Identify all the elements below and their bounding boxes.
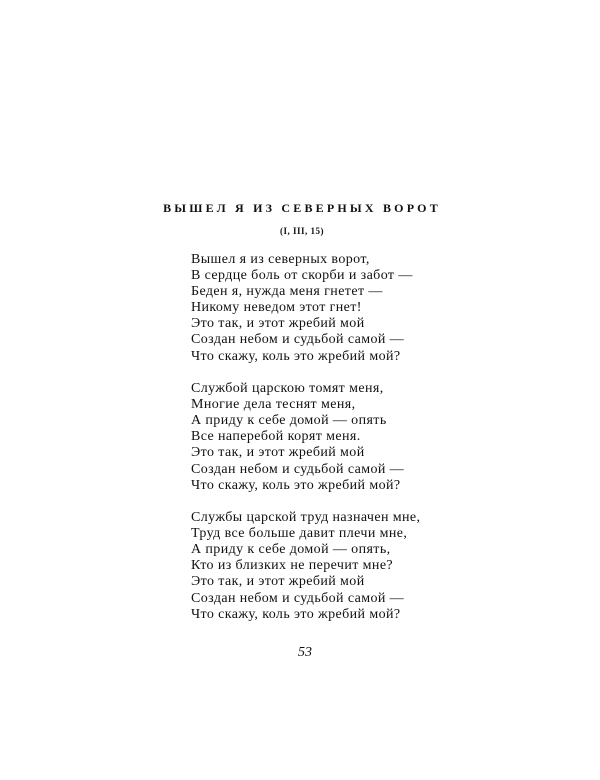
poem-line: Это так, и этот жребий мой — [191, 574, 365, 590]
poem-line: Это так, и этот жребий мой — [191, 316, 365, 332]
poem-line: Создан небом и судьбой самой — — [191, 461, 405, 477]
poem-line: Что скажу, коль это жребий мой? — [191, 477, 401, 493]
poem-line: Что скажу, коль это жребий мой? — [191, 606, 401, 622]
page-number: 53 — [298, 645, 312, 660]
poem-line: Все наперебой корят меня. — [191, 429, 361, 445]
poem-body — [191, 252, 420, 639]
poem-line: А приду к себе домой — опять — [191, 413, 387, 429]
poem-date: (I, III, 15) — [279, 226, 324, 236]
poem-line: Многие дела теснят меня, — [191, 397, 356, 413]
poem-line: Беден я, нужда меня гнетет — — [191, 284, 383, 300]
poem-line: Никому неведом этот гнет! — [191, 300, 362, 316]
poem-line: Кто из близких не перечит мне? — [191, 558, 394, 574]
poem-line: Создан небом и судьбой самой — — [191, 590, 405, 606]
poem-line: Это так, и этот жребий мой — [191, 445, 365, 461]
poem-line: В сердце боль от скорби и забот — — [191, 268, 413, 284]
stanza-3 — [191, 510, 420, 623]
poem-line: Службой царскою томят меня, — [191, 381, 384, 397]
poem-line: Труд все больше давит плечи мне, — [191, 526, 408, 542]
stanza-2 — [191, 381, 420, 494]
stanza-1 — [191, 252, 420, 365]
poem-title: ВЫШЕЛ Я ИЗ СЕВЕРНЫХ ВОРОТ — [163, 201, 441, 215]
poem-line: Создан небом и судьбой самой — — [191, 332, 405, 348]
poem-line: А приду к себе домой — опять, — [191, 542, 391, 558]
poem-line: Службы царской труд назначен мне, — [191, 510, 421, 526]
poem-line: Вышел я из северных ворот, — [191, 252, 370, 267]
poem-line: Что скажу, коль это жребий мой? — [191, 348, 401, 364]
